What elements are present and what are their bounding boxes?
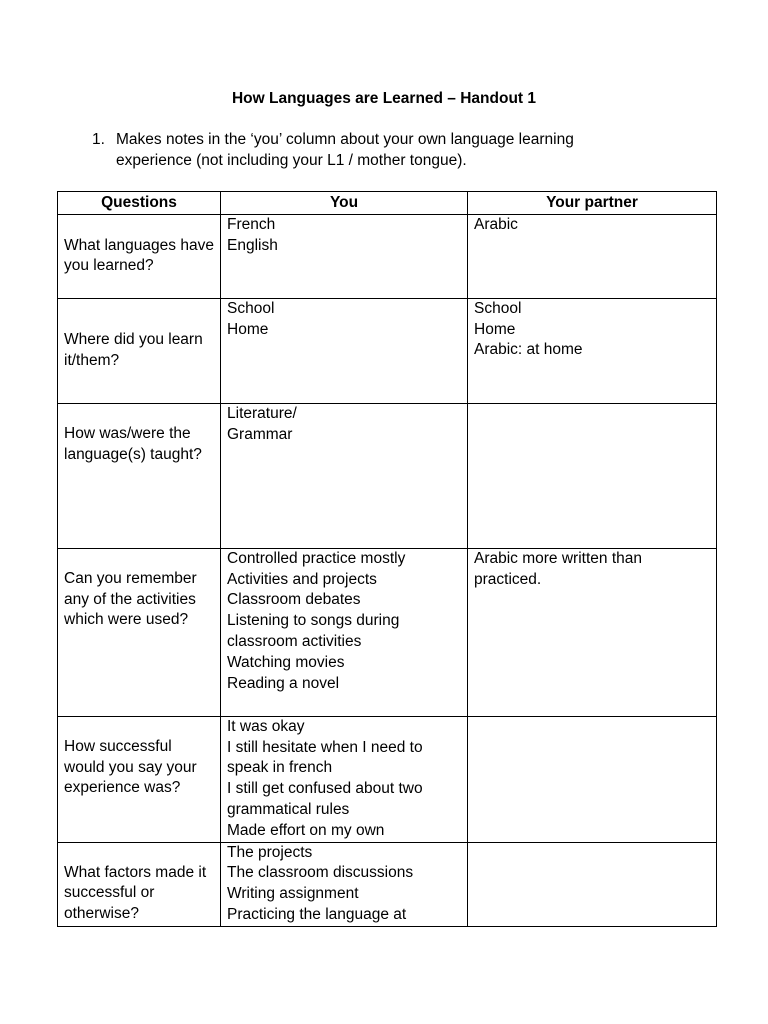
you-answer-line: The classroom discussions xyxy=(227,864,414,882)
you-answer-line: English xyxy=(227,236,278,254)
question-cell: Where did you learn it/them? xyxy=(58,298,221,403)
table-header-row xyxy=(58,192,717,215)
partner-cell[interactable] xyxy=(468,214,717,298)
table-row xyxy=(58,716,717,842)
document-title: How Languages are Learned – Handout 1 xyxy=(231,90,537,107)
you-cell[interactable] xyxy=(221,716,468,842)
you-answer-line: French xyxy=(227,215,276,233)
you-answer-line: Made effort on my own xyxy=(227,821,385,839)
you-answer-line: School xyxy=(227,299,275,317)
you-answer-line: Practicing the language at xyxy=(227,905,407,923)
you-cell[interactable] xyxy=(221,842,468,926)
table-row xyxy=(58,298,717,403)
you-answer-line: Activities and projects xyxy=(227,570,377,588)
instruction-number: 1. xyxy=(92,131,105,148)
partner-cell[interactable] xyxy=(468,298,717,403)
partner-cell[interactable] xyxy=(468,842,717,926)
partner-answer-line: Arabic xyxy=(474,215,518,233)
header-your-partner: Your partner xyxy=(468,192,717,215)
you-cell[interactable] xyxy=(221,298,468,403)
table-row xyxy=(58,548,717,716)
you-answer-line: Home xyxy=(227,320,269,338)
you-cell[interactable] xyxy=(221,403,468,548)
you-answer-line: Classroom debates xyxy=(227,591,361,609)
you-cell[interactable] xyxy=(221,214,468,298)
partner-cell[interactable] xyxy=(468,548,717,716)
you-answer-line: It was okay xyxy=(227,717,305,735)
table-row xyxy=(58,403,717,548)
you-answer-line: Reading a novel xyxy=(227,674,340,692)
you-cell[interactable] xyxy=(221,548,468,716)
partner-answer-line: Arabic more written than practiced. xyxy=(474,549,642,588)
you-answer-line: Watching movies xyxy=(227,653,345,671)
partner-answer-line: School xyxy=(474,299,522,317)
partner-cell[interactable] xyxy=(468,716,717,842)
question-cell: Can you remember any of the activities which were used? xyxy=(58,548,221,716)
instruction-text: Makes notes in the ‘you’ column about your own language learning experience (not including your L1 / mother tongue). xyxy=(116,131,574,169)
partner-answer-line: Home xyxy=(474,320,516,338)
you-answer-line: The projects xyxy=(227,843,313,861)
table-row xyxy=(58,214,717,298)
partner-cell[interactable] xyxy=(468,403,717,548)
you-answer-line: Literature/ xyxy=(227,404,297,422)
partner-answer-line: Arabic: at home xyxy=(474,341,583,359)
you-answer-line: Listening to songs during classroom activities xyxy=(227,612,400,650)
you-answer-line: I still get confused about two grammatical rules xyxy=(227,780,423,818)
question-cell: What languages have you learned? xyxy=(58,214,221,298)
handout-table xyxy=(57,191,717,927)
header-questions: Questions xyxy=(58,192,221,215)
you-answer-line: Controlled practice mostly xyxy=(227,549,406,567)
you-answer-line: I still hesitate when I need to speak in french xyxy=(227,738,423,777)
question-cell: How successful would you say your experience was? xyxy=(58,716,221,842)
header-you: You xyxy=(221,192,468,215)
instruction-item xyxy=(92,130,652,171)
question-cell: How was/were the language(s) taught? xyxy=(58,403,221,548)
you-answer-line: Writing assignment xyxy=(227,885,359,903)
you-answer-line: Grammar xyxy=(227,425,293,443)
table-row xyxy=(58,842,717,926)
question-cell: What factors made it successful or otherwise? xyxy=(58,842,221,926)
